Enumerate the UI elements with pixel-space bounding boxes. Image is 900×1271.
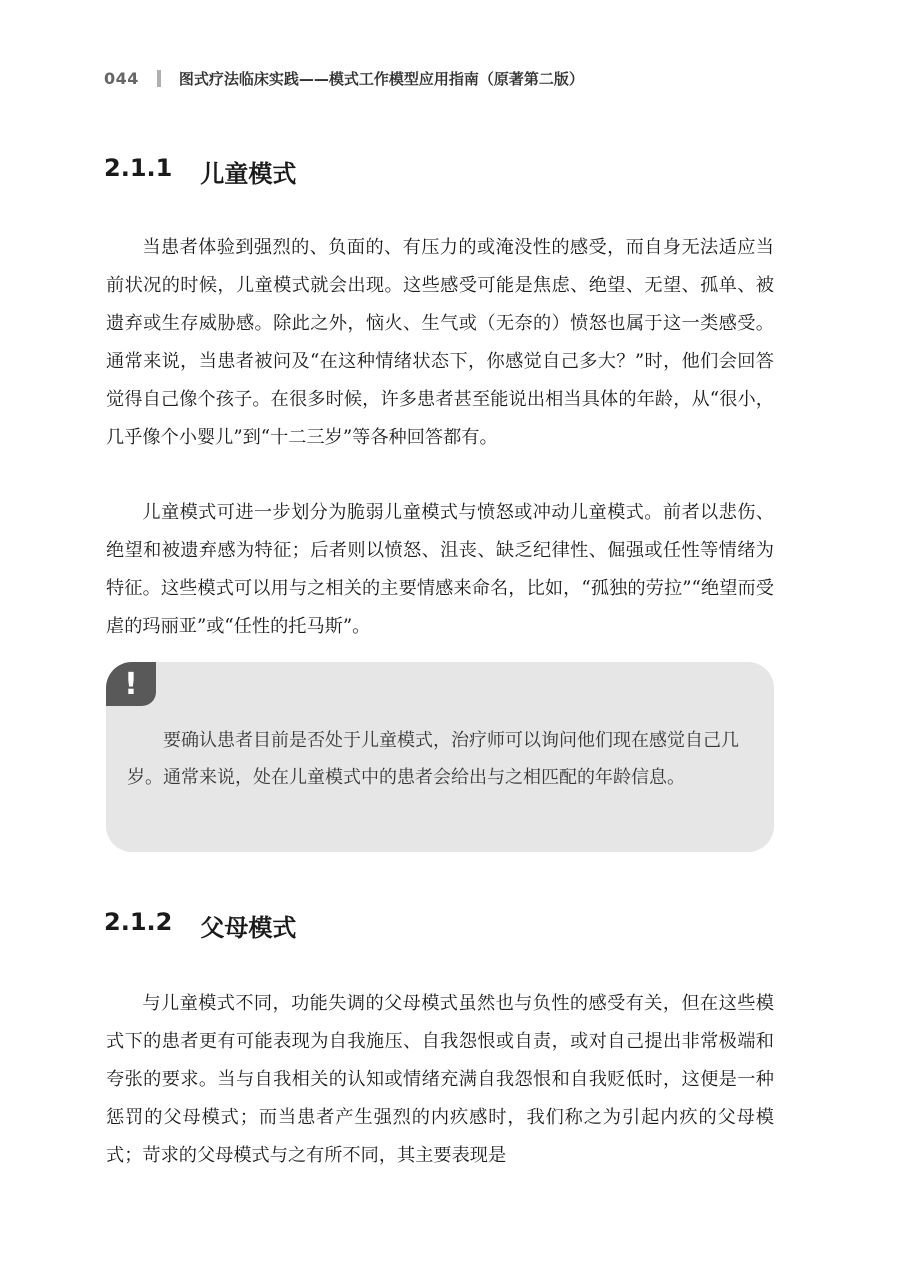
section-number: 2.1.1 <box>104 154 173 182</box>
header-divider <box>157 70 161 87</box>
exclamation-icon: ! <box>106 662 156 706</box>
tip-box <box>106 662 774 852</box>
tip-text <box>127 722 755 796</box>
body-text-block <box>106 229 774 457</box>
book-title: 图式疗法临床实践——模式工作模型应用指南（原著第二版） <box>178 70 584 88</box>
section-heading-child-mode <box>104 154 296 189</box>
paragraph: 与儿童模式不同，功能失调的父母模式虽然也与负性的感受有关，但在这些模式下的患者更有可能表现为自我施压、自我怨恨或自责，或对自己提出非常极端和夸张的要求。当与自我相关的认知或情绪充满自我怨恨和自我贬低时，这便是一种惩罚的父母模式；而当患者产生强烈的内疚感时，我们称之为引起内疚的父母模式；苛求的父母模式与之有所不同，其主要表现是 <box>106 993 774 1166</box>
body-text-block <box>106 494 774 646</box>
tip-paragraph: 要确认患者目前是否处于儿童模式，治疗师可以询问他们现在感觉自己几岁。通常来说，处在儿童模式中的患者会给出与之相匹配的年龄信息。 <box>127 730 739 788</box>
paragraph: 当患者体验到强烈的、负面的、有压力的或淹没性的感受，而自身无法适应当前状况的时候，儿童模式就会出现。这些感受可能是焦虑、绝望、无望、孤单、被遗弃或生存威胁感。除此之外，恼火、生气或（无奈的）愤怒也属于这一类感受。通常来说，当患者被问及“在这种情绪状态下，你感觉自己多大？”时，他们会回答觉得自己像个孩子。在很多时候，许多患者甚至能说出相当具体的年龄，从“很小，几乎像个小婴儿”到“十二三岁”等各种回答都有。 <box>106 237 774 448</box>
section-number: 2.1.2 <box>104 908 173 936</box>
section-title: 父母模式 <box>200 914 297 942</box>
section-heading-parent-mode <box>104 908 296 943</box>
body-text-block <box>106 985 774 1175</box>
running-header <box>104 68 584 89</box>
paragraph: 儿童模式可进一步划分为脆弱儿童模式与愤怒或冲动儿童模式。前者以悲伤、绝望和被遗弃感为特征；后者则以愤怒、沮丧、缺乏纪律性、倔强或任性等情绪为特征。这些模式可以用与之相关的主要情感来命名，比如，“孤独的劳拉”“绝望而受虐的玛丽亚”或“任性的托马斯”。 <box>106 502 774 637</box>
section-title: 儿童模式 <box>200 160 297 188</box>
page-number: 044 <box>104 69 139 88</box>
